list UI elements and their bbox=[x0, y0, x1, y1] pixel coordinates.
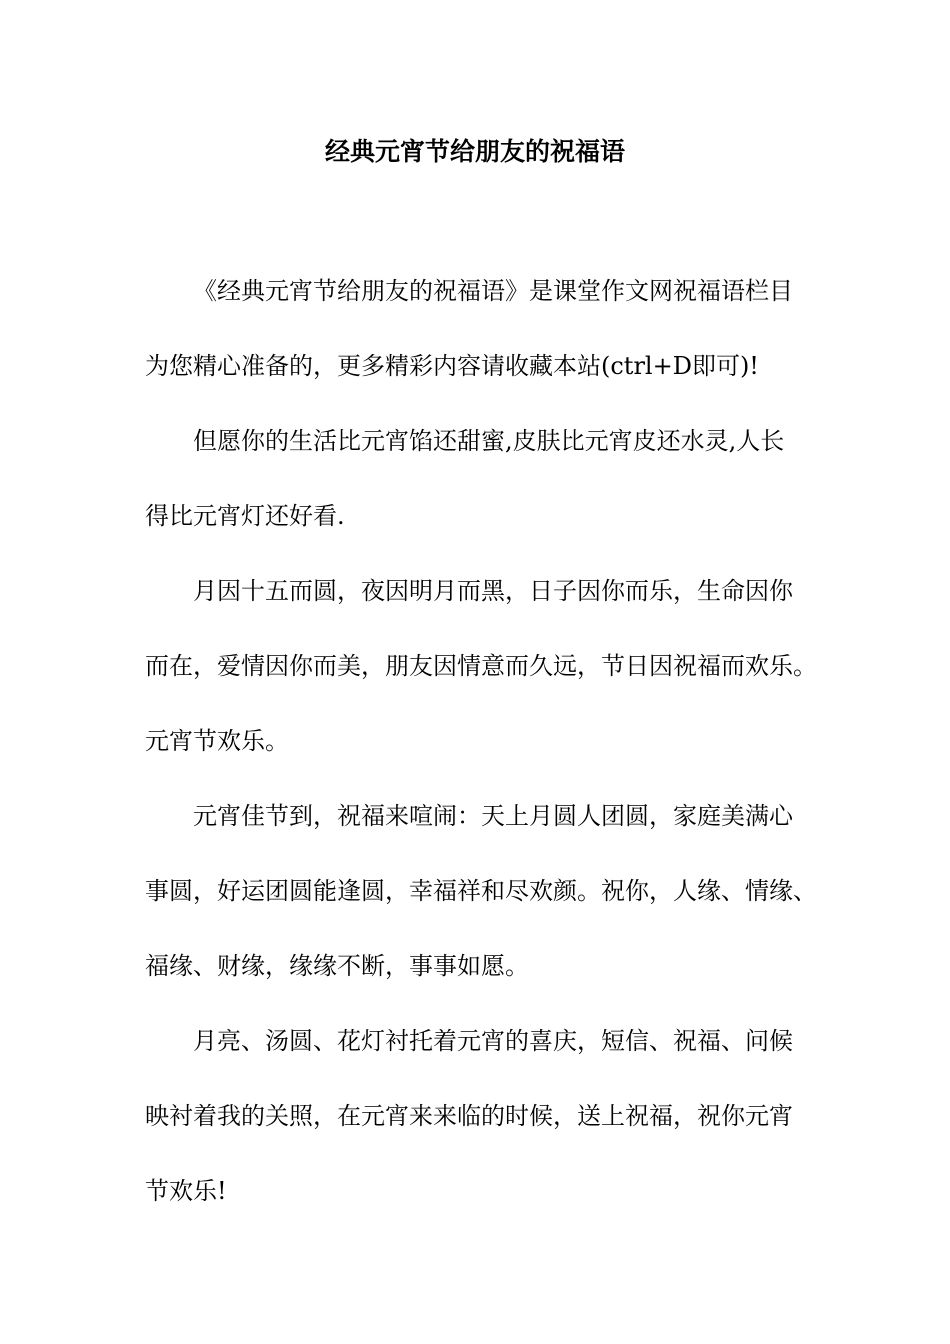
paragraph bbox=[145, 779, 825, 1004]
paragraph-line: 而在，爱情因你而美，朋友因情意而久远，节日因祝福而欢乐。 bbox=[145, 652, 817, 680]
paragraph-line: 月亮、汤圆、花灯衬托着元宵的喜庆，短信、祝福、问候 bbox=[193, 1027, 793, 1055]
paragraph-line: 映衬着我的关照，在元宵来来临的时候，送上祝福，祝你元宵 bbox=[145, 1102, 793, 1130]
paragraph-line: 为您精心准备的，更多精彩内容请收藏本站(ctrl+D即可)! bbox=[145, 352, 759, 380]
paragraph bbox=[145, 254, 825, 404]
document-body bbox=[145, 254, 825, 1229]
paragraph-line: 福缘、财缘，缘缘不断，事事如愿。 bbox=[145, 952, 529, 980]
paragraph-line: 元宵佳节到，祝福来喧闹：天上月圆人团圆，家庭美满心 bbox=[193, 802, 793, 830]
paragraph bbox=[145, 404, 825, 554]
paragraph-line: 事圆，好运团圆能逢圆，幸福祥和尽欢颜。祝你，人缘、情缘、 bbox=[145, 877, 817, 905]
document-title: 经典元宵节给朋友的祝福语 bbox=[324, 137, 625, 166]
paragraph-line: 但愿你的生活比元宵馅还甜蜜,皮肤比元宵皮还水灵,人长 bbox=[193, 427, 785, 455]
paragraph-line: 节欢乐! bbox=[145, 1177, 227, 1205]
paragraph-line: 得比元宵灯还好看. bbox=[145, 502, 345, 530]
paragraph-line: 月因十五而圆，夜因明月而黑，日子因你而乐，生命因你 bbox=[193, 577, 793, 605]
paragraph-line: 《经典元宵节给朋友的祝福语》是课堂作文网祝福语栏目 bbox=[193, 277, 793, 305]
paragraph-line: 元宵节欢乐。 bbox=[145, 727, 289, 755]
paragraph bbox=[145, 554, 825, 779]
paragraph bbox=[145, 1004, 825, 1229]
